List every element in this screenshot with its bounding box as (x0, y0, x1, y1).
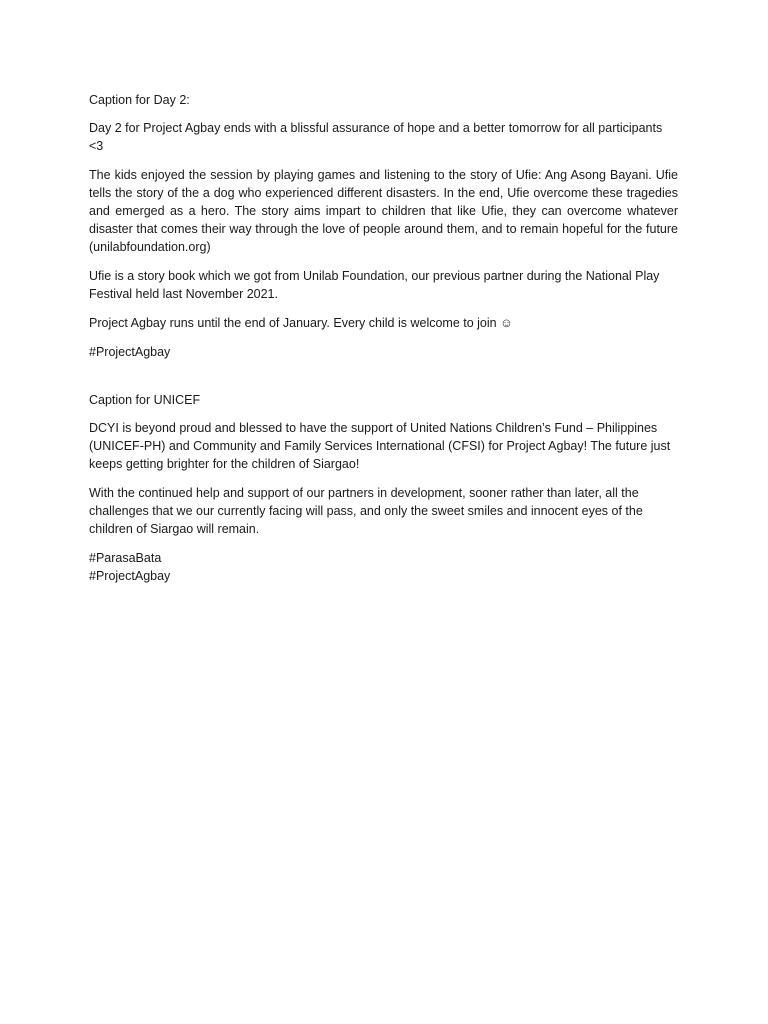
unicef-paragraph-2: With the continued help and support of our partners in development, sooner rather than later, all the challenges that we our currently facing will pass, and only the sweet smiles and innocent eyes of the children of Siargao will remain. (89, 486, 643, 536)
day2-paragraph-2: The kids enjoyed the session by playing games and listening to the story of Ufie: Ang Asong Bayani. Ufie tells the story of the a dog who experienced different disasters. In the end, Ufie overcome these tragedies and emerged as a hero. The story aims impart to children that like Ufie, they can overcome whatever disaster that comes their way through the love of people around them, and to remain hopeful for the future (unilabfoundation.org) (89, 168, 678, 254)
document-page (89, 91, 678, 585)
unicef-hashtag-1: #ParasaBata (89, 551, 162, 565)
unicef-paragraph-1: DCYI is beyond proud and blessed to have the support of United Nations Children’s Fund – Philippines (UNICEF-PH) and Community and Family Services International (CFSI) for Project Agbay! The future just keeps getting brighter for the children of Siargao! (89, 421, 671, 471)
section-spacer (89, 361, 678, 391)
unicef-hashtags (89, 549, 678, 585)
unicef-heading: Caption for UNICEF (89, 393, 201, 407)
day2-hashtag: #ProjectAgbay (89, 345, 171, 359)
unicef-hashtag-2: #ProjectAgbay (89, 569, 171, 583)
day2-paragraph-4: Project Agbay runs until the end of January. Every child is welcome to join ☺ (89, 316, 513, 330)
day2-heading: Caption for Day 2: (89, 93, 190, 107)
day2-caption-section (89, 91, 678, 361)
day2-paragraph-1: Day 2 for Project Agbay ends with a blissful assurance of hope and a better tomorrow for all participants <3 (89, 121, 663, 153)
day2-paragraph-3: Ufie is a story book which we got from Unilab Foundation, our previous partner during the National Play Festival held last November 2021. (89, 269, 660, 301)
unicef-caption-section (89, 391, 678, 585)
